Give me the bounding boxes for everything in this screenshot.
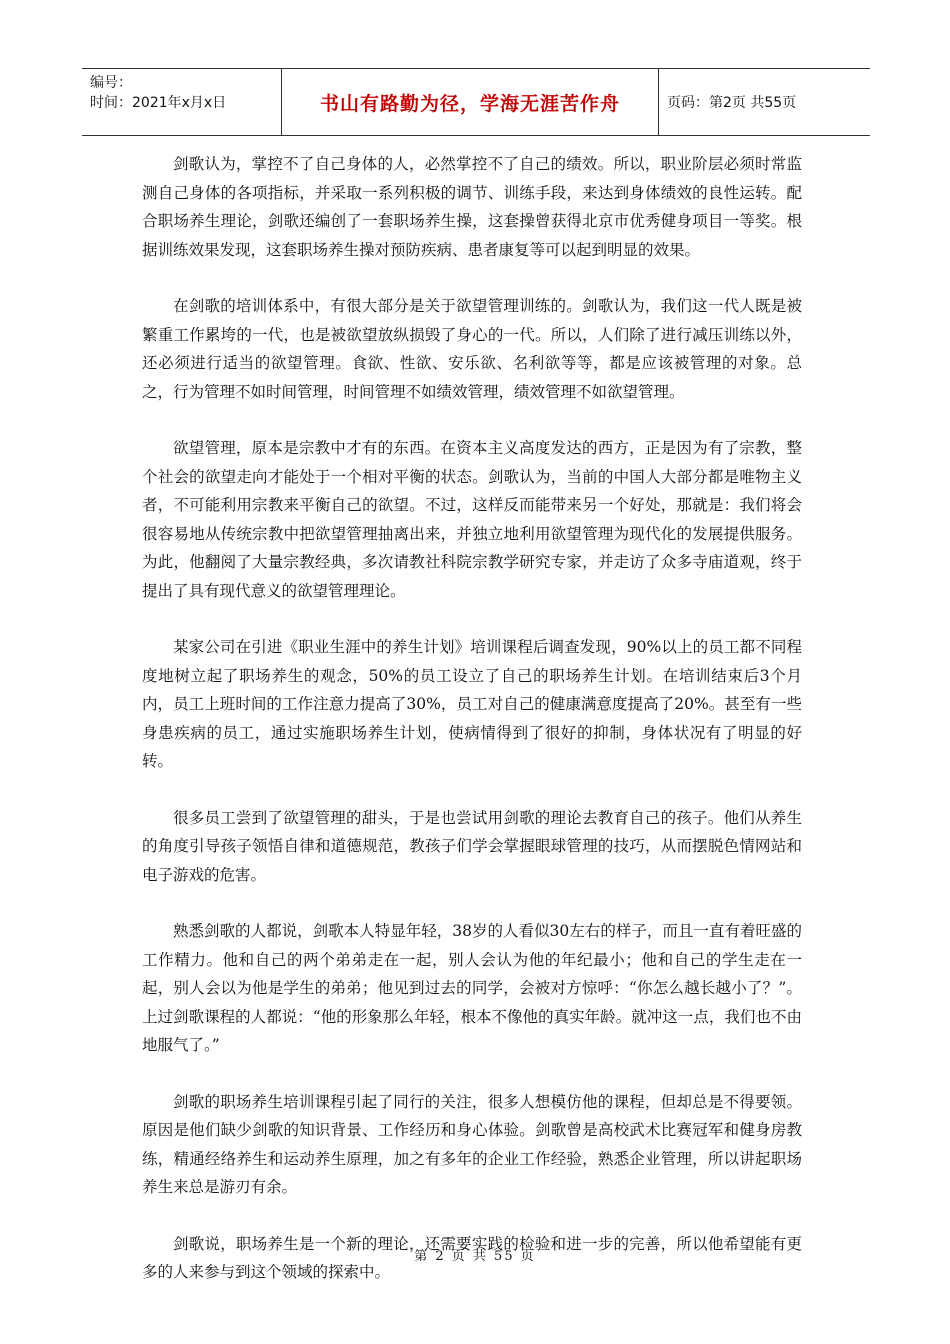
page-footer [0, 1245, 950, 1264]
paragraph: 欲望管理，原本是宗教中才有的东西。在资本主义高度发达的西方，正是因为有了宗教，整个社会的欲望走向才能处于一个相对平衡的状态。剑歌认为，当前的中国人大部分都是唯物主义者，不可能利用宗教来平衡自己的欲望。不过，这样反而能带来另一个好处，那就是：我们将会很容易地从传统宗教中把欲望管理抽离出来，并独立地利用欲望管理为现代化的发展提供服务。为此，他翻阅了大量宗教经典，多次请教社科院宗教学研究专家，并走访了众多寺庙道观，终于提出了具有现代意义的欲望管理理论。 [142, 439, 802, 600]
paragraph: 剑歌说，职场养生是一个新的理论，还需要实践的检验和进一步的完善，所以他希望能有更多的人来参与到这个领域的探索中。 [142, 1234, 802, 1281]
page-code-text: 页码：第2页 共55页 [667, 95, 797, 111]
footer-page-number: 第 2 页 共 55 页 [414, 1249, 536, 1264]
header-meta [82, 69, 282, 135]
document-body [142, 150, 802, 1315]
document-date: 时间：2021年x月x日 [90, 95, 227, 111]
header-page-code [659, 69, 870, 135]
paragraph: 剑歌的职场养生培训课程引起了同行的关注，很多人想模仿他的课程，但却总是不得要领。原因是他们缺少剑歌的知识背景、工作经历和身心体验。剑歌曾是高校武术比赛冠军和健身房教练，精通经络养生和运动养生原理，加之有多年的企业工作经验，熟悉企业管理，所以讲起职场养生来总是游刃有余。 [142, 1092, 802, 1196]
paragraph: 熟悉剑歌的人都说，剑歌本人特显年轻，38岁的人看似30左右的样子，而且一直有着旺盛的工作精力。他和自己的两个弟弟走在一起，别人会认为他的年纪最小；他和自己的学生走在一起，别人会以为他是学生的弟弟；他见到过去的同学，会被对方惊呼：“你怎么越长越小了？”。上过剑歌课程的人都说：“他的形象那么年轻，根本不像他的真实年龄。就冲这一点，我们也不由地服气了。” [142, 922, 802, 1054]
header-motto [282, 69, 659, 135]
page-header [82, 68, 870, 136]
paragraph: 剑歌认为，掌控不了自己身体的人，必然掌控不了自己的绩效。所以，职业阶层必须时常监测自己身体的各项指标，并采取一系列积极的调节、训练手段，来达到身体绩效的良性运转。配合职场养生理论，剑歌还编创了一套职场养生操，这套操曾获得北京市优秀健身项目一等奖。根据训练效果发现，这套职场养生操对预防疾病、患者康复等可以起到明显的效果。 [142, 155, 802, 259]
paragraph: 某家公司在引进《职业生涯中的养生计划》培训课程后调查发现，90%以上的员工都不同程度地树立起了职场养生的观念，50%的员工设立了自己的职场养生计划。在培训结束后3个月内，员工上班时间的工作注意力提高了30%，员工对自己的健康满意度提高了20%。甚至有一些身患疾病的员工，通过实施职场养生计划，使病情得到了很好的抑制，身体状况有了明显的好转。 [142, 638, 802, 770]
paragraph: 很多员工尝到了欲望管理的甜头，于是也尝试用剑歌的理论去教育自己的孩子。他们从养生的角度引导孩子领悟自律和道德规范，教孩子们学会掌握眼球管理的技巧，从而摆脱色情网站和电子游戏的危害。 [142, 808, 802, 884]
motto-text: 书山有路勤为径，学海无涯苦作舟 [319, 92, 620, 115]
paragraph: 在剑歌的培训体系中，有很大部分是关于欲望管理训练的。剑歌认为，我们这一代人既是被繁重工作累垮的一代，也是被欲望放纵损毁了身心的一代。所以，人们除了进行减压训练以外，还必须进行适当的欲望管理。食欲、性欲、安乐欲、名利欲等等，都是应该被管理的对象。总之，行为管理不如时间管理，时间管理不如绩效管理，绩效管理不如欲望管理。 [142, 297, 802, 401]
document-number-label: 编号： [90, 75, 132, 91]
